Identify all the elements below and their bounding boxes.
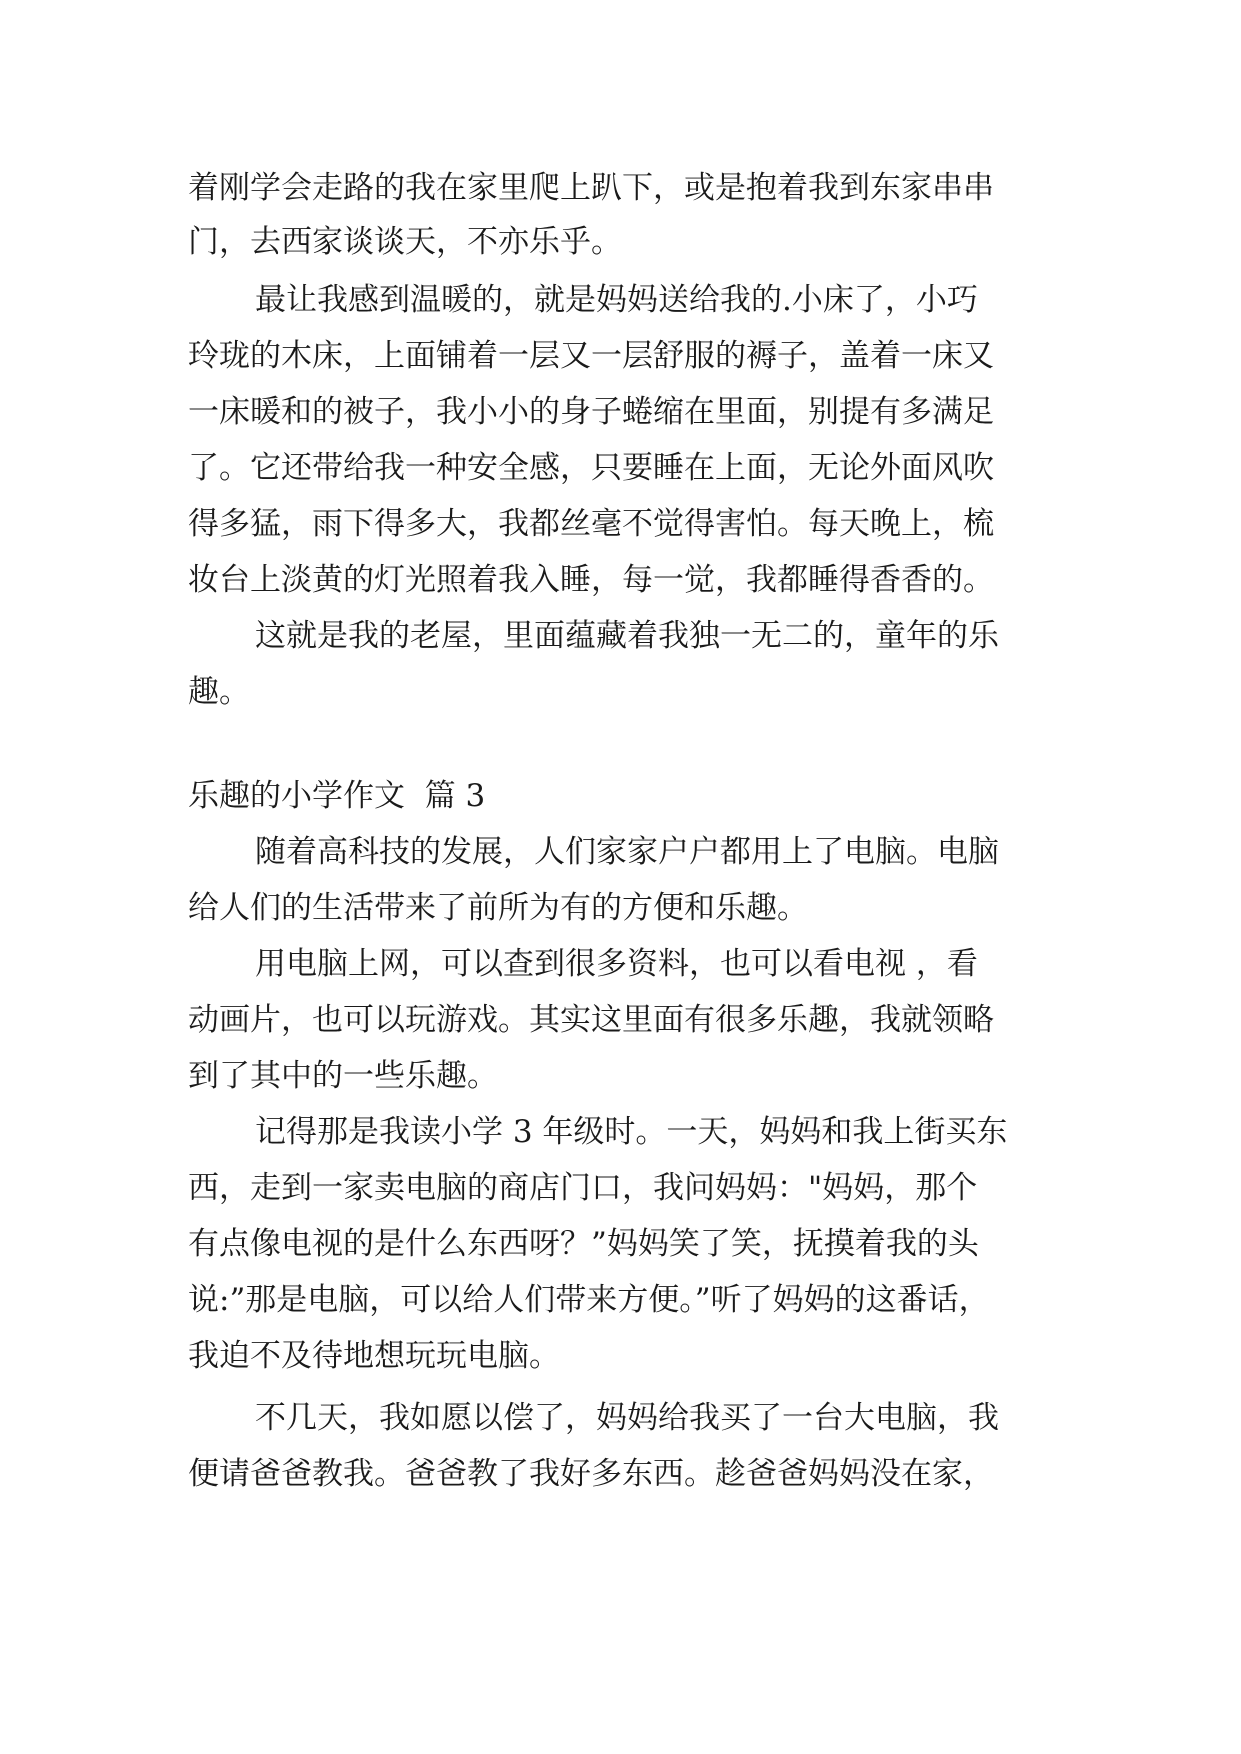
paragraph-line: 有点像电视的是什么东西呀？”妈妈笑了笑，抚摸着我的头	[188, 1226, 979, 1262]
paragraph-line: 随着高科技的发展，人们家家户户都用上了电脑。电脑	[255, 834, 999, 870]
paragraph-line: 用电脑上网，可以查到很多资料，也可以看电视 ，看	[255, 946, 978, 982]
paragraph-line: 玲珑的木床，上面铺着一层又一层舒服的褥子，盖着一床又	[188, 338, 994, 374]
paragraph-line: 西，走到一家卖电脑的商店门口，我问妈妈："妈妈，那个	[188, 1170, 978, 1206]
paragraph-line: 得多猛，雨下得多大，我都丝毫不觉得害怕。每天晚上，梳	[188, 506, 994, 542]
paragraph-line: 给人们的生活带来了前所为有的方便和乐趣。	[188, 890, 808, 926]
paragraph-line: 我迫不及待地想玩玩电脑。	[188, 1338, 560, 1374]
section-heading: 乐趣的小学作文 篇 3	[188, 778, 486, 814]
paragraph-line: 不几天，我如愿以偿了，妈妈给我买了一台大电脑，我	[255, 1400, 999, 1436]
paragraph-line: 便请爸爸教我。爸爸教了我好多东西。趁爸爸妈妈没在家，	[188, 1456, 994, 1492]
paragraph-line: 动画片，也可以玩游戏。其实这里面有很多乐趣，我就领略	[188, 1002, 994, 1038]
paragraph-line: 一床暖和的被子，我小小的身子蜷缩在里面，别提有多满足	[188, 394, 994, 430]
paragraph-line: 这就是我的老屋，里面蕴藏着我独一无二的，童年的乐	[255, 618, 999, 654]
paragraph-line: 最让我感到温暖的，就是妈妈送给我的.小床了，小巧	[255, 282, 978, 318]
paragraph-line: 门，去西家谈谈天，不亦乐乎。	[188, 224, 622, 260]
paragraph-line: 记得那是我读小学 3 年级时。一天，妈妈和我上街买东	[255, 1114, 1008, 1150]
paragraph-line: 着刚学会走路的我在家里爬上趴下，或是抱着我到东家串串	[188, 170, 994, 206]
paragraph-line: 到了其中的一些乐趣。	[188, 1058, 498, 1094]
paragraph-line: 说:”那是电脑，可以给人们带来方便。”听了妈妈的这番话，	[188, 1282, 990, 1318]
paragraph-line: 了。它还带给我一种安全感，只要睡在上面，无论外面风吹	[188, 450, 994, 486]
paragraph-line: 趣。	[188, 674, 250, 710]
paragraph-line: 妆台上淡黄的灯光照着我入睡，每一觉，我都睡得香香的。	[188, 562, 994, 598]
